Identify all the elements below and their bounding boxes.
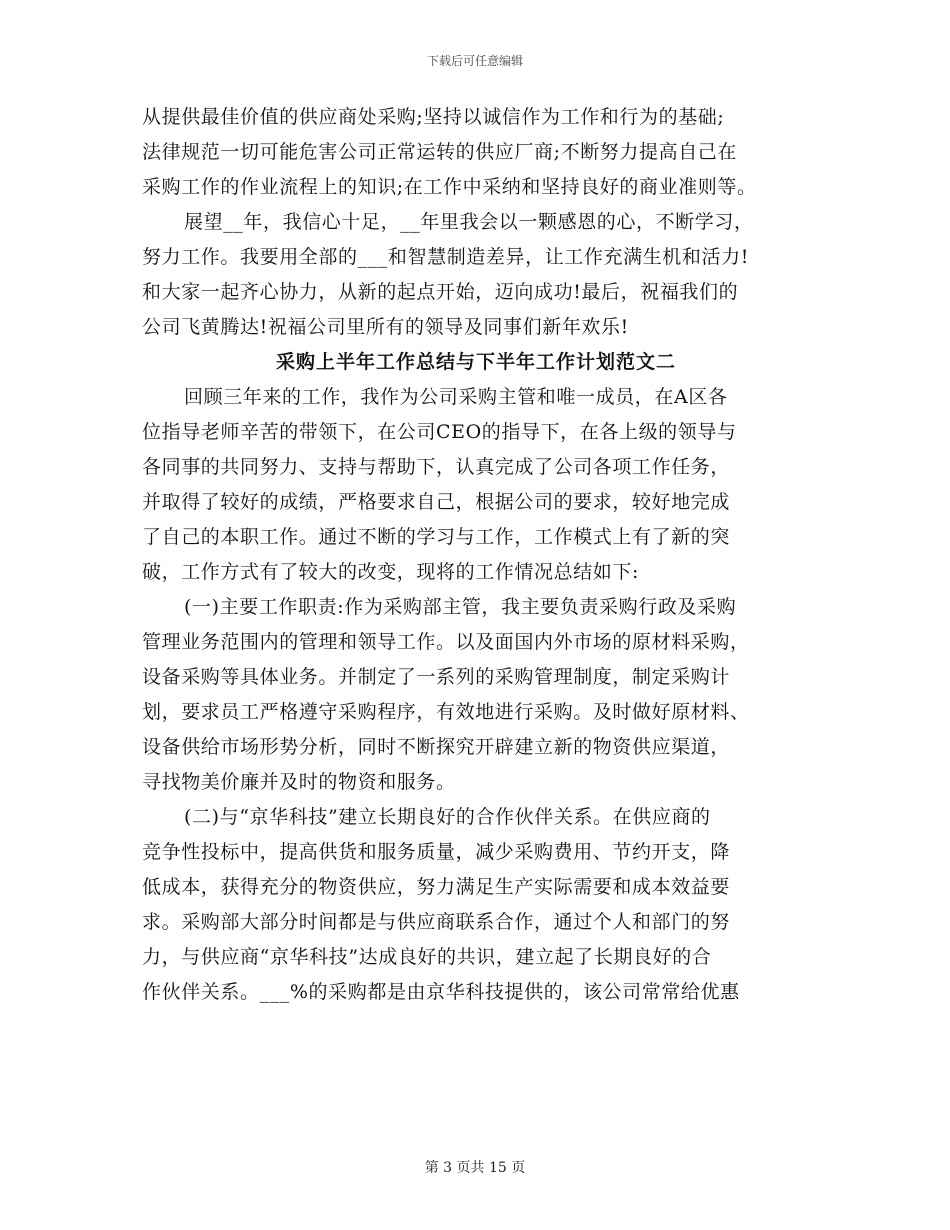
title-text: 采购上半年工作总结与下半年工作计划范文二 <box>275 351 676 373</box>
paragraph-line: (一)主要工作职责:作为采购部主管，我主要负责采购行政及采购 <box>184 596 737 618</box>
paragraph-line: 位指导老师辛苦的带领下，在公司CEO的指导下，在各上级的领导与 <box>142 421 737 443</box>
paragraph <box>142 380 810 590</box>
paragraph-line: 低成本，获得充分的物资供应，努力满足生产实际需要和成本效益要 <box>142 876 731 898</box>
paragraph-line: (二)与“京华科技”建立长期良好的合作伙伴关系。在供应商的 <box>184 806 711 828</box>
paragraph-line: 并取得了较好的成绩，严格要求自己，根据公司的要求，较好地完成 <box>142 491 731 513</box>
paragraph-line: 寻找物美价廉并及时的物资和服务。 <box>142 771 456 793</box>
paragraph-line: 划，要求员工严格遵守采购程序，有效地进行采购。及时做好原材料、 <box>142 701 750 723</box>
page-footer: 第 3 页共 15 页 <box>424 1160 526 1176</box>
paragraph-line: 各同事的共同努力、支持与帮助下，认真完成了公司各项工作任务， <box>142 456 731 478</box>
paragraph <box>142 100 810 205</box>
paragraph-line: 展望__年，我信心十足，__年里我会以一颗感恩的心，不断学习， <box>184 211 754 233</box>
paragraph <box>142 205 810 345</box>
page-header: 下载后可任意编辑 <box>426 54 523 68</box>
paragraph-line: 求。采购部大部分时间都是与供应商联系合作，通过个人和部门的努 <box>142 911 731 933</box>
paragraph-line: 公司飞黄腾达!祝福公司里所有的领导及同事们新年欢乐! <box>142 316 629 338</box>
paragraph-line: 竞争性投标中，提高供货和服务质量，减少采购费用、节约开支，降 <box>142 841 731 863</box>
paragraph-line: 破，工作方式有了较大的改变，现将的工作情况总结如下: <box>142 561 640 583</box>
paragraph-line: 采购工作的作业流程上的知识;在工作中采纳和坚持良好的商业准则等。 <box>142 176 757 198</box>
paragraph-line: 努力工作。我要用全部的___和智慧制造差异，让工作充满生机和活力! <box>142 246 749 268</box>
paragraph <box>142 800 810 1010</box>
paragraph-line: 回顾三年来的工作，我作为公司采购主管和唯一成员，在A区各 <box>184 386 728 408</box>
section-title <box>142 345 810 380</box>
paragraph-line: 设备供给市场形势分析，同时不断探究开辟建立新的物资供应渠道， <box>142 736 731 758</box>
paragraph-line: 作伙伴关系。___%的采购都是由京华科技提供的，该公司常常给优惠 <box>142 981 740 1003</box>
paragraph-line: 和大家一起齐心协力，从新的起点开始，迈向成功!最后，祝福我们的 <box>142 281 739 303</box>
paragraph-line: 管理业务范围内的管理和领导工作。以及面国内外市场的原材料采购， <box>142 631 750 653</box>
paragraph-line: 力，与供应商“京华科技”达成良好的共识，建立起了长期良好的合 <box>142 946 712 968</box>
paragraph-line: 从提供最佳价值的供应商处采购;坚持以诚信作为工作和行为的基础; <box>142 106 725 128</box>
paragraph-line: 法律规范一切可能危害公司正常运转的供应厂商;不断努力提高自己在 <box>142 141 738 163</box>
paragraph-line: 设备采购等具体业务。并制定了一系列的采购管理制度，制定采购计 <box>142 666 731 688</box>
paragraph <box>142 590 810 800</box>
document-body <box>142 100 810 1010</box>
paragraph-line: 了自己的本职工作。通过不断的学习与工作，工作模式上有了新的突 <box>142 526 731 548</box>
